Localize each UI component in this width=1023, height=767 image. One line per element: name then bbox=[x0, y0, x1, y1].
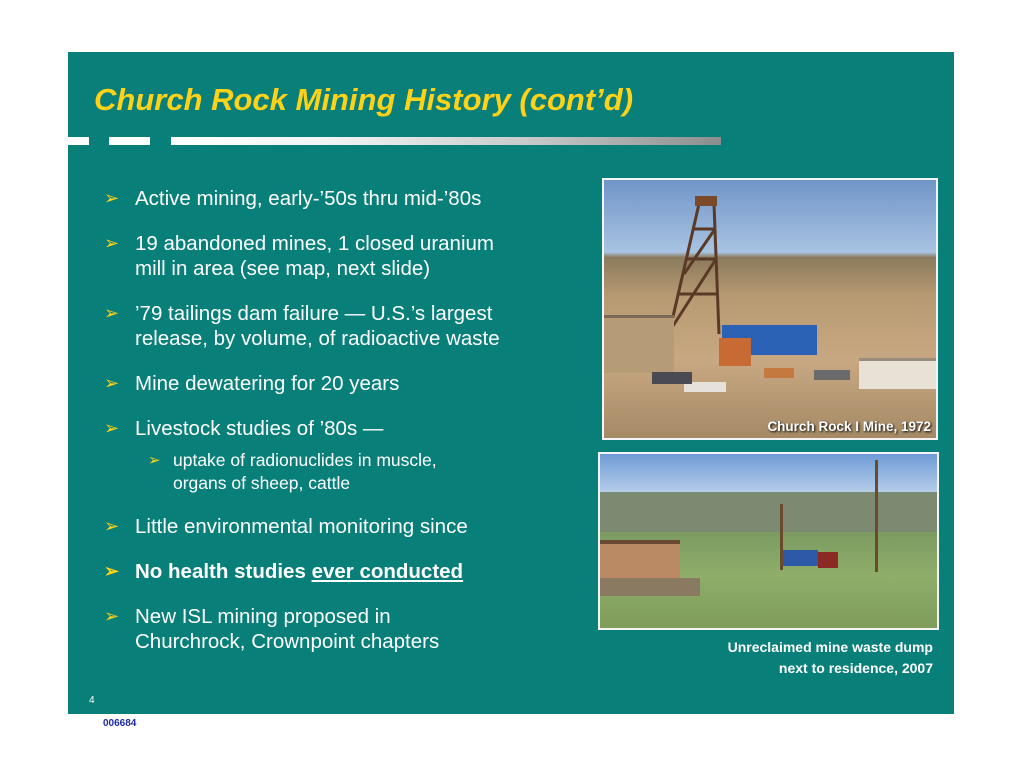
bullet-text: Mine dewatering for 20 years bbox=[135, 372, 400, 395]
red-shed bbox=[818, 552, 838, 568]
mine-photo-caption: Church Rock I Mine, 1972 bbox=[767, 419, 931, 434]
parked-car bbox=[814, 370, 850, 380]
parked-car bbox=[652, 372, 692, 384]
bullet-arrow-icon: ➢ bbox=[104, 233, 120, 253]
bullet-arrow-icon: ➢ bbox=[104, 303, 120, 323]
bullet-item bbox=[104, 231, 494, 281]
bullet-item bbox=[104, 416, 383, 441]
bullet-item bbox=[104, 301, 500, 351]
trailer-building bbox=[859, 358, 937, 389]
sub-bullet-arrow-icon: ➢ bbox=[148, 452, 161, 469]
sub-bullet-text: uptake of radionuclides in muscle, organs of sheep, cattle bbox=[173, 450, 437, 493]
bullet-arrow-icon: ➢ bbox=[104, 418, 120, 438]
residence-photo-caption: Unreclaimed mine waste dump bbox=[727, 639, 933, 655]
headframe-tower bbox=[659, 194, 729, 334]
bullet-text: 19 abandoned mines, 1 closed uranium mill in area (see map, next slide) bbox=[135, 232, 494, 280]
utility-pole bbox=[875, 460, 878, 572]
bullet-arrow-icon: ➢ bbox=[104, 561, 120, 581]
bullet-text: Livestock studies of ’80s — bbox=[135, 417, 384, 440]
hillside bbox=[600, 492, 939, 532]
shed-building bbox=[604, 315, 674, 373]
utility-pole bbox=[780, 504, 783, 570]
bullet-arrow-icon: ➢ bbox=[104, 606, 120, 626]
waste-dump bbox=[600, 578, 700, 596]
bullet-text: No health studies ever conducted bbox=[135, 560, 464, 583]
mine-photo bbox=[602, 178, 938, 440]
residence-photo bbox=[598, 452, 939, 630]
document-id: 006684 bbox=[103, 718, 137, 729]
bullet-text: ’79 tailings dam failure — U.S.’s largest release, by volume, of radioactive waste bbox=[135, 302, 500, 350]
bullet-text: New ISL mining proposed in Churchrock, Crownpoint chapters bbox=[135, 605, 440, 653]
bullet-item bbox=[104, 371, 399, 396]
bullet-arrow-icon: ➢ bbox=[104, 188, 120, 208]
bullet-arrow-icon: ➢ bbox=[104, 373, 120, 393]
bullet-text: Active mining, early-’50s thru mid-’80s bbox=[135, 187, 482, 210]
bullet-item bbox=[104, 514, 468, 539]
bullet-item bbox=[104, 604, 439, 654]
slide-number: 4 bbox=[89, 695, 95, 706]
sub-bullet-item bbox=[148, 449, 437, 495]
blue-structure bbox=[780, 550, 818, 566]
bullet-list bbox=[68, 52, 588, 714]
bullet-text: Little environmental monitoring since bbox=[135, 515, 468, 538]
parked-car bbox=[764, 368, 794, 378]
slide bbox=[68, 52, 954, 714]
orange-shed bbox=[719, 338, 751, 366]
bullet-item bbox=[104, 559, 463, 584]
residence-photo-caption: next to residence, 2007 bbox=[778, 660, 933, 676]
bullet-item bbox=[104, 186, 481, 211]
bullet-arrow-icon: ➢ bbox=[104, 516, 120, 536]
slide-title: Church Rock Mining History (cont’d) bbox=[94, 82, 634, 117]
underlined-text: ever conducted bbox=[311, 560, 464, 583]
